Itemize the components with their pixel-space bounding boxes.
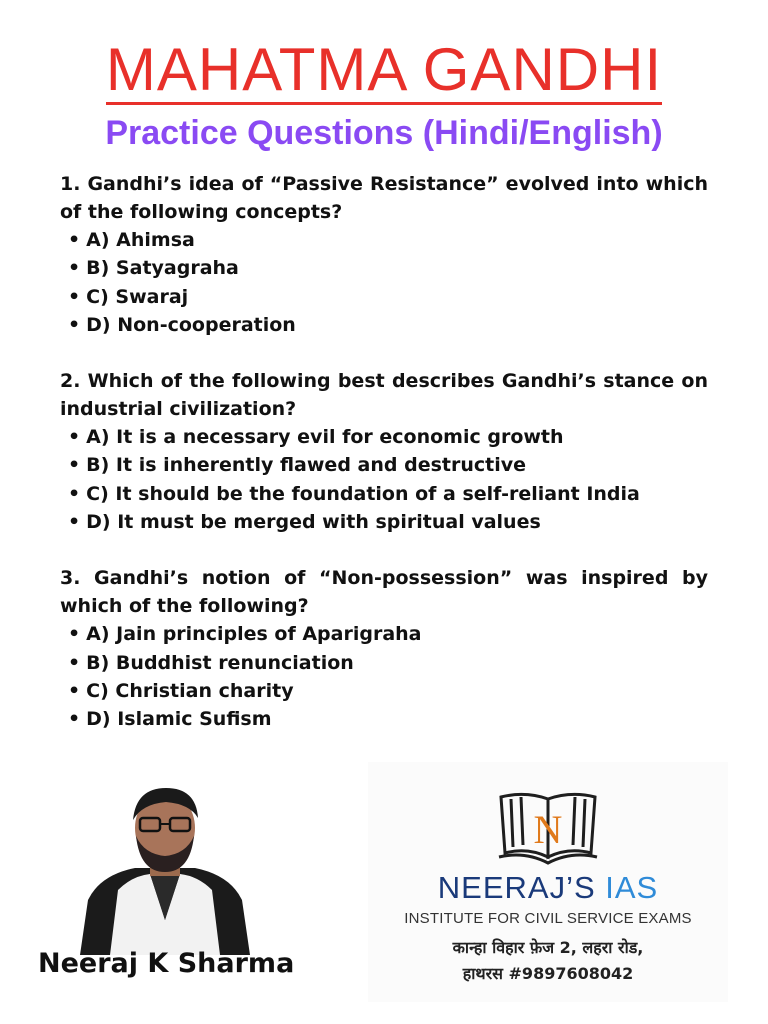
option-item [60, 649, 708, 677]
question-text: 2. Which of the following best describes Gandhi’s stance on industrial civilization? [60, 370, 708, 421]
institute-name-main: NEERAJ’S [437, 870, 596, 905]
page-title: MAHATMA GANDHI [105, 36, 663, 103]
option-text: D) It must be merged with spiritual values [86, 511, 541, 534]
bullet-icon: • [68, 651, 81, 674]
institute-block [368, 762, 728, 1002]
option-item [60, 508, 708, 536]
bullet-icon: • [68, 511, 81, 534]
bullet-icon: • [68, 257, 81, 280]
option-text: B) It is inherently flawed and destructive [86, 454, 526, 477]
teacher-photo [70, 780, 260, 955]
teacher-name: Neeraj K Sharma [38, 948, 295, 979]
option-item [60, 423, 708, 451]
institute-tagline: INSTITUTE FOR CIVIL SERVICE EXAMS [404, 910, 692, 927]
option-list [60, 226, 708, 339]
option-list [60, 620, 708, 733]
question-text: 1. Gandhi’s idea of “Passive Resistance” evolved into which of the following concepts? [60, 173, 708, 223]
address-line-2: हाथरस #9897608042 [462, 964, 634, 983]
page-subtitle: Practice Questions (Hindi/English) [105, 114, 663, 152]
option-item [60, 254, 708, 282]
person-icon [70, 780, 260, 955]
option-text: A) It is a necessary evil for economic growth [86, 426, 564, 449]
bullet-icon: • [68, 679, 81, 702]
option-text: B) Buddhist renunciation [86, 651, 354, 674]
institute-name [368, 870, 728, 906]
option-list [60, 423, 708, 536]
option-item [60, 283, 708, 311]
option-text: D) Non-cooperation [86, 313, 296, 336]
option-text: C) Swaraj [86, 285, 189, 308]
logo-letter: N [533, 807, 563, 852]
option-item [60, 451, 708, 479]
option-text: B) Satyagraha [86, 257, 239, 280]
question-2 [60, 367, 708, 536]
institute-name-accent: IAS [605, 870, 659, 905]
bullet-icon: • [68, 426, 81, 449]
book-logo-icon [493, 787, 603, 871]
question-3 [60, 564, 708, 733]
option-item [60, 620, 708, 648]
question-text: 3. Gandhi’s notion of “Non-possession” was inspired by which of the following? [60, 567, 708, 618]
option-text: D) Islamic Sufism [86, 708, 272, 731]
option-item [60, 677, 708, 705]
option-item [60, 480, 708, 508]
bullet-icon: • [68, 708, 81, 731]
option-item [60, 226, 708, 254]
option-item [60, 705, 708, 733]
question-1 [60, 170, 708, 339]
option-item [60, 311, 708, 339]
bullet-icon: • [68, 285, 81, 308]
option-text: A) Ahimsa [86, 229, 195, 251]
option-text: A) Jain principles of Aparigraha [86, 623, 422, 646]
bullet-icon: • [68, 229, 81, 251]
bullet-icon: • [68, 454, 81, 477]
option-text: C) Christian charity [86, 679, 294, 702]
question-list [60, 170, 708, 762]
option-text: C) It should be the foundation of a self-reliant India [86, 482, 640, 505]
bullet-icon: • [68, 313, 81, 336]
page-title-wrap [0, 38, 768, 105]
address-line-1: कान्हा विहार फ़ेज 2, लहरा रोड, [452, 938, 644, 957]
bullet-icon: • [68, 623, 81, 646]
bullet-icon: • [68, 482, 81, 505]
